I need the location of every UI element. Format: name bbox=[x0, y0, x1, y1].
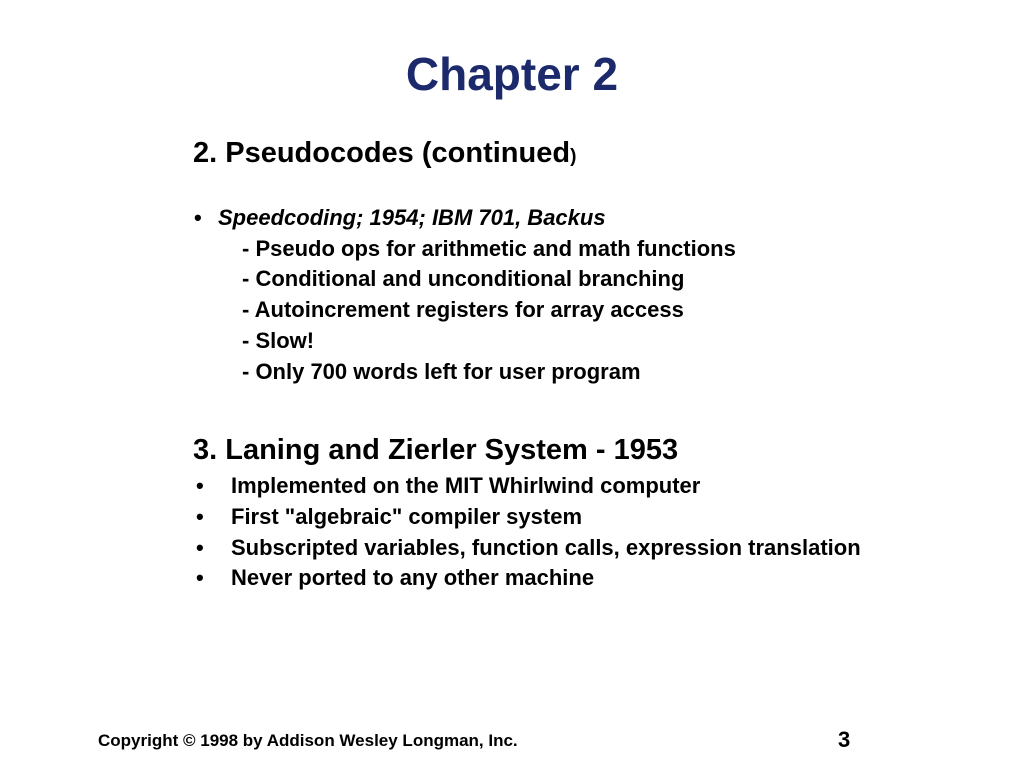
list-item: Subscripted variables, function calls, expression translation bbox=[231, 535, 861, 560]
detail-line: - Pseudo ops for arithmetic and math functions bbox=[242, 236, 736, 261]
page-number: 3 bbox=[838, 727, 851, 752]
section-heading-pseudocodes bbox=[193, 136, 576, 174]
bullet-icon: • bbox=[196, 504, 204, 529]
list-item: Implemented on the MIT Whirlwind computer bbox=[231, 473, 701, 498]
detail-line: - Autoincrement registers for array access bbox=[242, 297, 684, 322]
list-item: First "algebraic" compiler system bbox=[231, 504, 583, 529]
detail-line: - Slow! bbox=[242, 328, 315, 353]
section-heading-text: 2. Pseudocodes (continued bbox=[193, 137, 571, 169]
bullet-icon: • bbox=[196, 565, 204, 590]
footer-copyright: Copyright © 1998 by Addison Wesley Longman, Inc. bbox=[98, 731, 518, 750]
bullet-icon: • bbox=[196, 535, 204, 560]
bullet-icon: • bbox=[194, 205, 202, 230]
list-item: Never ported to any other machine bbox=[231, 565, 595, 590]
bullet-icon: • bbox=[196, 473, 204, 498]
section-heading-laning-zierler: 3. Laning and Zierler System - 1953 bbox=[193, 434, 679, 466]
detail-line: - Only 700 words left for user program bbox=[242, 359, 641, 384]
slide-title: Chapter 2 bbox=[405, 48, 619, 100]
speedcoding-item: Speedcoding; 1954; IBM 701, Backus bbox=[218, 205, 606, 230]
section-heading-paren: ) bbox=[570, 146, 577, 167]
detail-line: - Conditional and unconditional branching bbox=[242, 266, 685, 291]
